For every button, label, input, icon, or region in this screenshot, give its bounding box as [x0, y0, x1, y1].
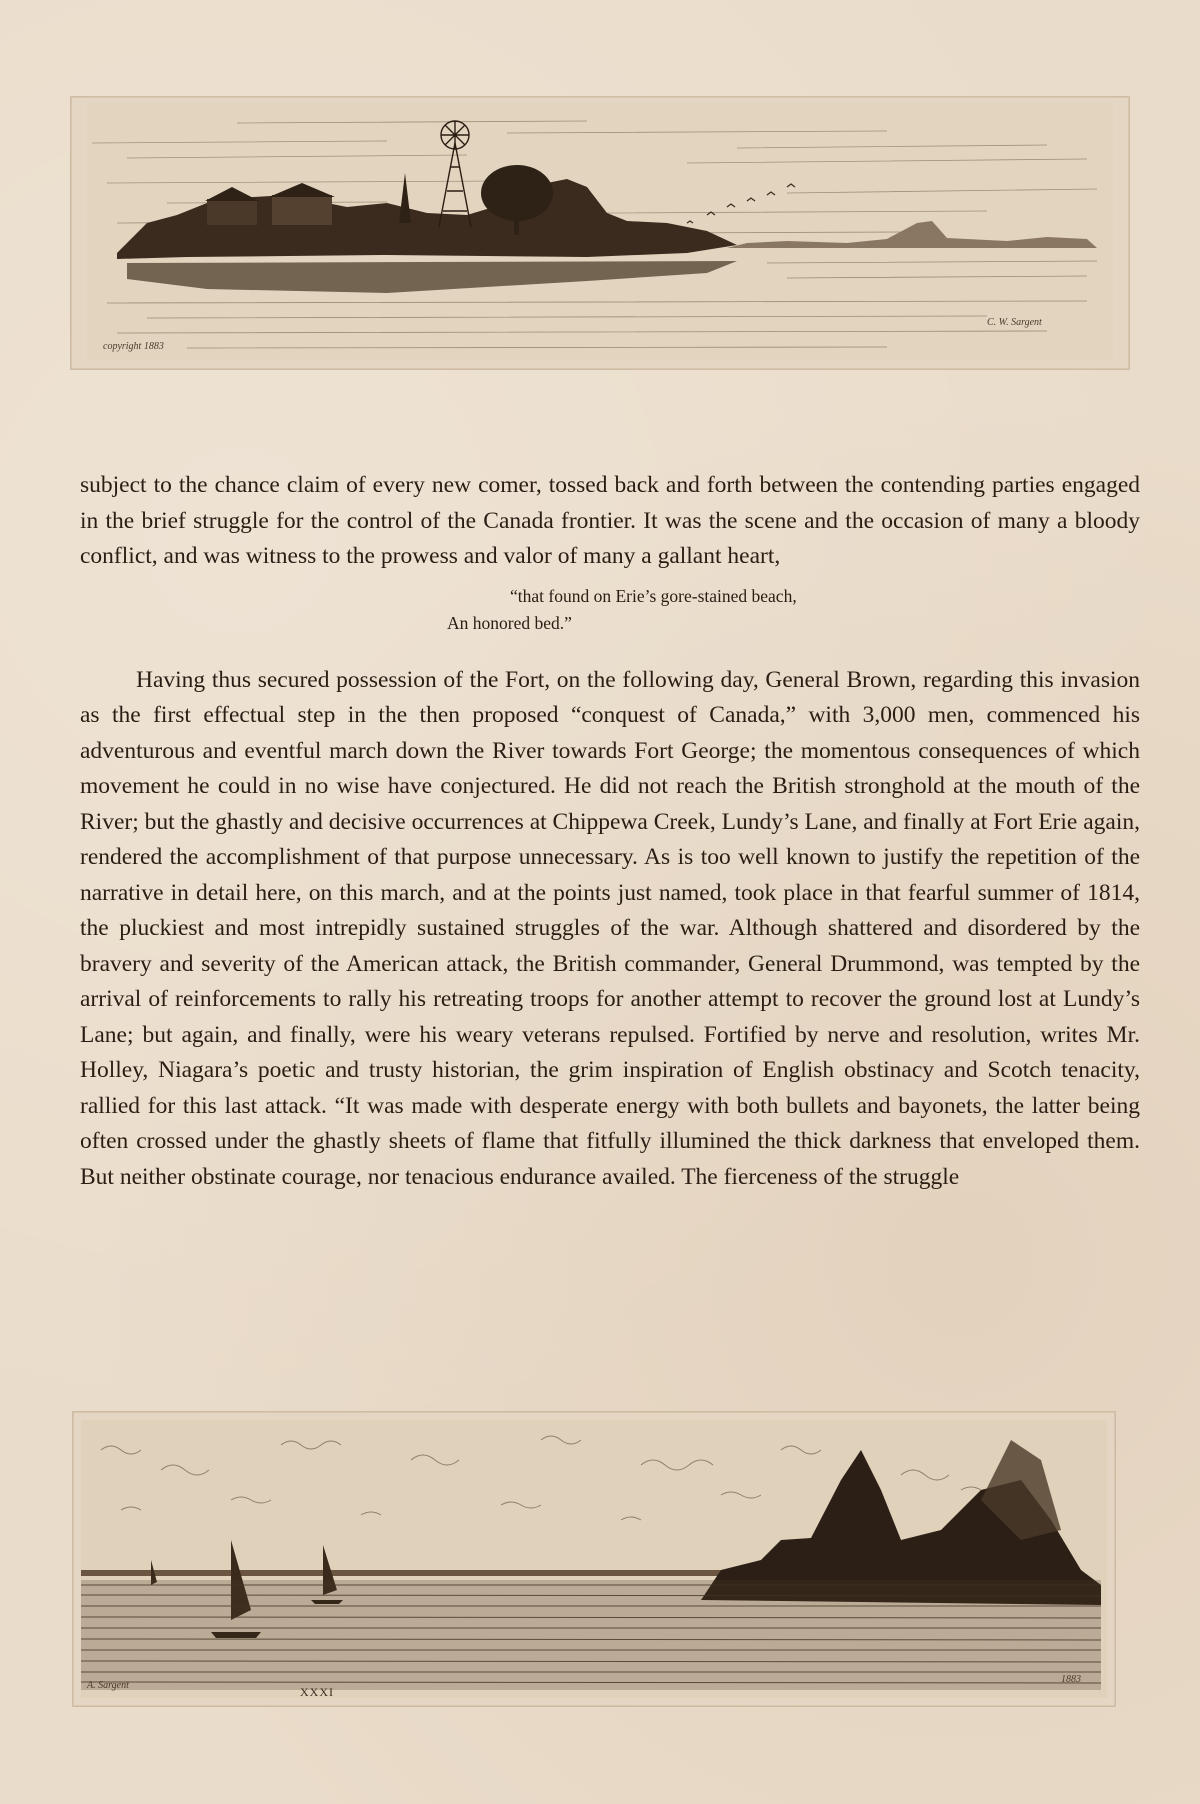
verse-quote [80, 583, 1140, 637]
bottom-signature-right: 1883 [1061, 1674, 1081, 1685]
bottom-signature-left: A. Sargent [87, 1680, 129, 1691]
quote-line-2: An honored bed.” [447, 612, 572, 633]
top-signature-left: copyright 1883 [103, 341, 164, 352]
plate-number: XXXI [300, 1685, 334, 1699]
bottom-etching-sailboats-landscape [81, 1420, 1107, 1698]
top-signature-right: C. W. Sargent [987, 317, 1042, 328]
passage-text [80, 468, 1140, 1195]
paragraph-2: Having thus secured possession of the Fort, on the following day, General Brown, regarding this invasion as the first effectual step in the then proposed “conquest of Canada,” with 3,000 men, commenced his adventurous and eventful march down the River towards Fort George; the momentous consequences of which movement he could in no wise have conjectured. He did not reach the British stronghold at the mouth of the River; but the ghastly and decisive occurrences at Chippewa Creek, Lundy’s Lane, and finally at Fort Erie again, rendered the accomplishment of that purpose unnecessary. As is too well known to justify the repetition of the narrative in detail here, on this march, and at the points just named, took place in that fearful summer of 1814, the pluckiest and most intrepidly sustained struggles of the war. Although shattered and disordered by the bravery and severity of the American attack, the British commander, General Drummond, was tempted by the arrival of reinforcements to rally his retreating troops for another attempt to recover the ground lost at Lundy’s Lane; but again, and finally, were his weary veterans repulsed. Fortified by nerve and resolution, writes Mr. Holley, Niagara’s poetic and trusty historian, the grim inspiration of English obstinacy and Scotch tenacity, rallied for this last attack. “It was made with desperate energy with both bullets and bayonets, the latter being often crossed under the ghastly sheets of flame that fitfully illumined the thick darkness that enveloped them. But neither obstinate courage, nor tenacious endurance availed. The fierceness of the struggle [80, 666, 1140, 1190]
quote-line-1: “that found on Erie’s gore-stained beach, [510, 585, 797, 606]
top-etching-windmill-landscape [87, 103, 1113, 361]
bottom-etching-plate [72, 1411, 1116, 1707]
paragraph-1: subject to the chance claim of every new comer, tossed back and forth between the contending parties engaged in the brief struggle for the control of the Canada frontier. It was the scene and the occasion of many a bloody conflict, and was witness to the prowess and valor of many a gallant heart, [80, 472, 1140, 569]
top-etching-plate [70, 96, 1130, 370]
